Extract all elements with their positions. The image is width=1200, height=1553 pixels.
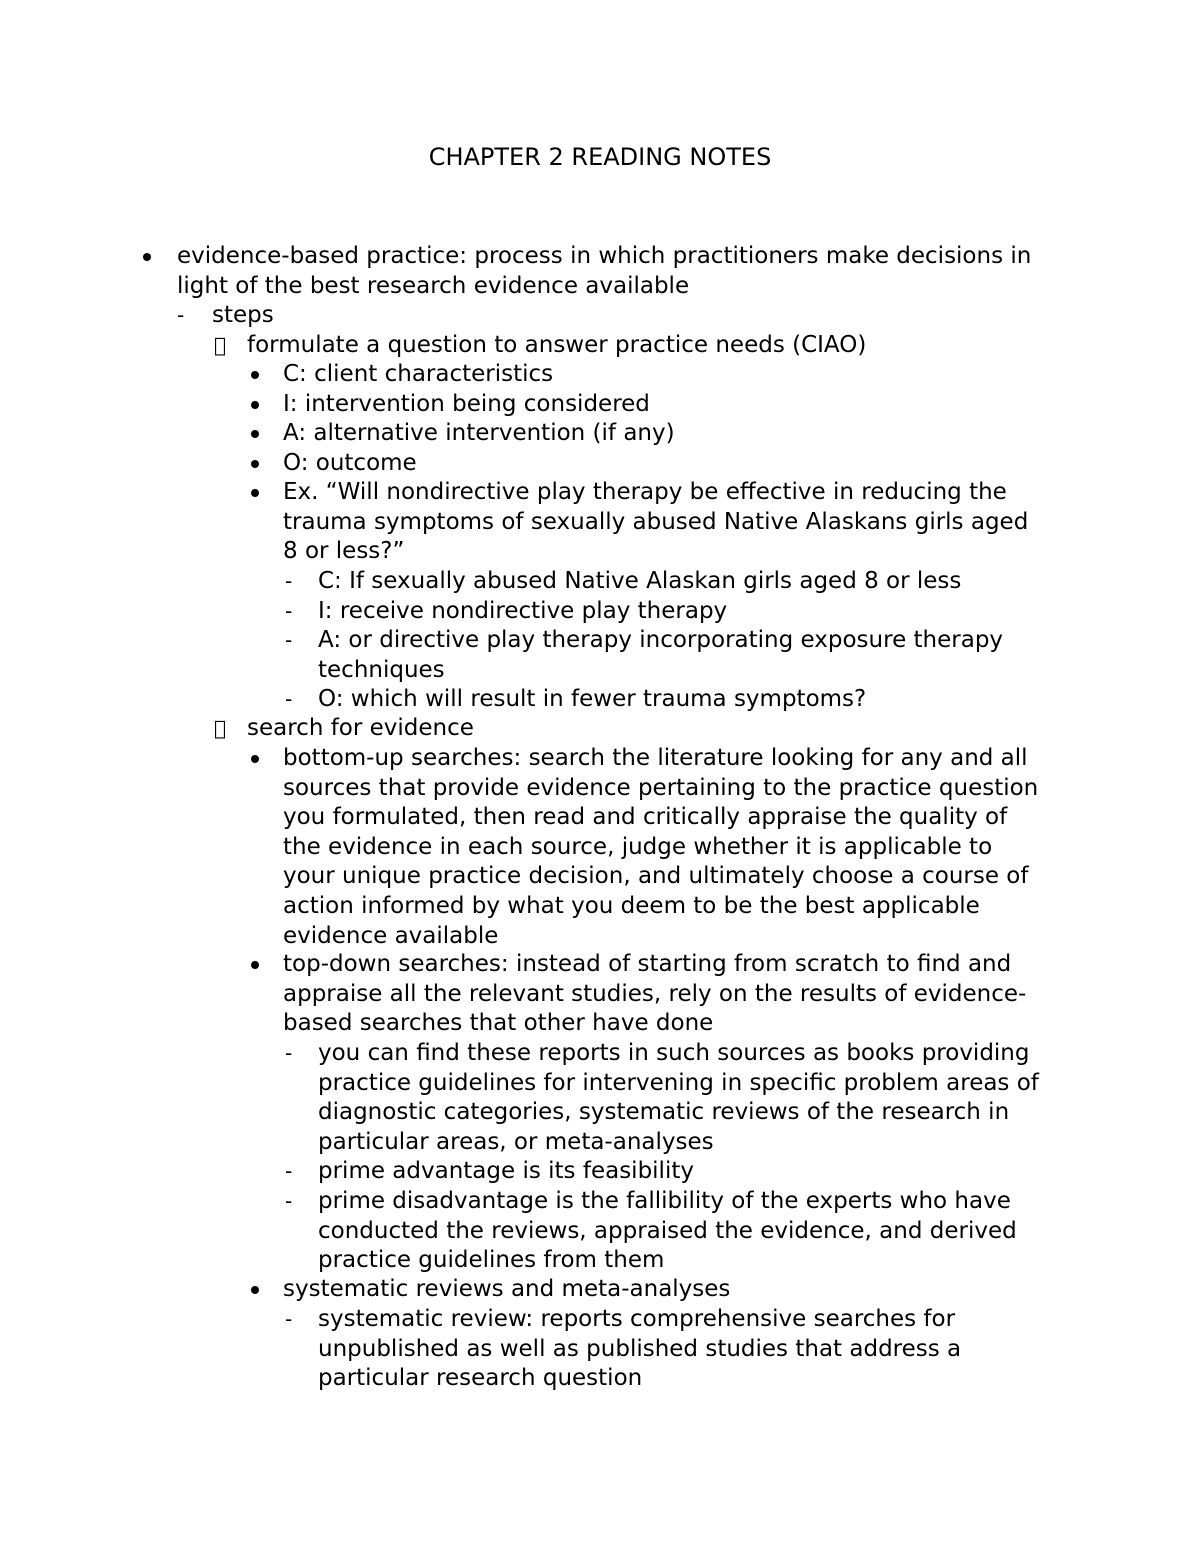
- list-item-text: your unique practice decision, and ultimately choose a course of: [283, 863, 1029, 890]
- list-item-text: conducted the reviews, appraised the evidence, and derived: [318, 1217, 1017, 1244]
- list-item-text: 8 or less?”: [283, 538, 405, 565]
- list-item-text: prime disadvantage is the fallibility of the experts who have: [318, 1188, 1011, 1214]
- list-item-text: top-down searches: instead of starting from scratch to find and: [283, 951, 1012, 977]
- list-item-text: action informed by what you deem to be the best applicable: [283, 892, 980, 919]
- page-title: CHAPTER 2 READING NOTES: [428, 143, 772, 171]
- list-item-text: search for evidence: [247, 715, 474, 741]
- list-item-text: techniques: [318, 656, 445, 683]
- dash-icon: -: [285, 687, 293, 711]
- bullet-icon: [251, 755, 259, 763]
- bullet-icon: [251, 371, 259, 379]
- list-item-text: formulate a question to answer practice needs (CIAO): [247, 332, 867, 358]
- box-icon: [214, 714, 226, 744]
- list-item-text: systematic review: reports comprehensive searches for: [318, 1306, 956, 1332]
- bullet-icon: [251, 430, 259, 438]
- bullet-icon: [251, 1286, 259, 1294]
- bullet-icon: [251, 460, 259, 468]
- list-item-text: trauma symptoms of sexually abused Native Alaskans girls aged: [283, 508, 1029, 535]
- list-item-text: prime advantage is its feasibility: [318, 1158, 694, 1184]
- dash-icon: -: [285, 1307, 293, 1331]
- dash-icon: -: [177, 303, 185, 327]
- list-item-text: evidence available: [283, 922, 499, 949]
- list-item-text: the evidence in each source, judge whether it is applicable to: [283, 833, 993, 860]
- dash-icon: -: [285, 1041, 293, 1065]
- list-item-text: A: or directive play therapy incorporating exposure therapy: [318, 627, 1004, 653]
- dash-icon: -: [285, 569, 293, 593]
- box-icon: [214, 331, 226, 361]
- list-item-text: Ex. “Will nondirective play therapy be effective in reducing the: [283, 479, 1007, 505]
- list-item-text: C: If sexually abused Native Alaskan girls aged 8 or less: [318, 568, 962, 594]
- list-item-text: O: which will result in fewer trauma symptoms?: [318, 686, 867, 712]
- list-item-text: particular areas, or meta-analyses: [318, 1128, 714, 1155]
- list-item-text: evidence-based practice: process in which practitioners make decisions in: [177, 243, 1032, 269]
- list-item-text: you can find these reports in such sources as books providing: [318, 1040, 1030, 1066]
- list-item-text: C: client characteristics: [283, 361, 554, 387]
- dash-icon: -: [285, 1159, 293, 1183]
- list-item-text: based searches that other have done: [283, 1010, 714, 1037]
- list-item-text: practice guidelines from them: [318, 1247, 665, 1274]
- list-item-text: I: intervention being considered: [283, 391, 650, 417]
- bullet-icon: [251, 401, 259, 409]
- bullet-icon: [251, 489, 259, 497]
- list-item-text: A: alternative intervention (if any): [283, 420, 675, 446]
- dash-icon: -: [285, 628, 293, 652]
- list-item-text: diagnostic categories, systematic reviews of the research in: [318, 1099, 1010, 1126]
- bullet-icon: [251, 961, 259, 969]
- list-item-text: practice guidelines for intervening in specific problem areas of: [318, 1069, 1039, 1096]
- list-item-text: steps: [212, 302, 274, 328]
- list-item-text: O: outcome: [283, 450, 417, 476]
- list-item-text: systematic reviews and meta-analyses: [283, 1276, 731, 1302]
- dash-icon: -: [285, 1189, 293, 1213]
- dash-icon: -: [285, 599, 293, 623]
- list-item-text: appraise all the relevant studies, rely on the results of evidence-: [283, 980, 1027, 1007]
- list-item-text: bottom-up searches: search the literature looking for any and all: [283, 745, 1028, 771]
- list-item-text: particular research question: [318, 1365, 643, 1392]
- list-item-text: sources that provide evidence pertaining to the practice question: [283, 774, 1039, 801]
- list-item-text: light of the best research evidence available: [177, 272, 690, 299]
- bullet-icon: [143, 253, 151, 261]
- list-item-text: I: receive nondirective play therapy: [318, 598, 728, 624]
- list-item-text: you formulated, then read and critically appraise the quality of: [283, 804, 1008, 831]
- list-item-text: unpublished as well as published studies that address a: [318, 1335, 962, 1362]
